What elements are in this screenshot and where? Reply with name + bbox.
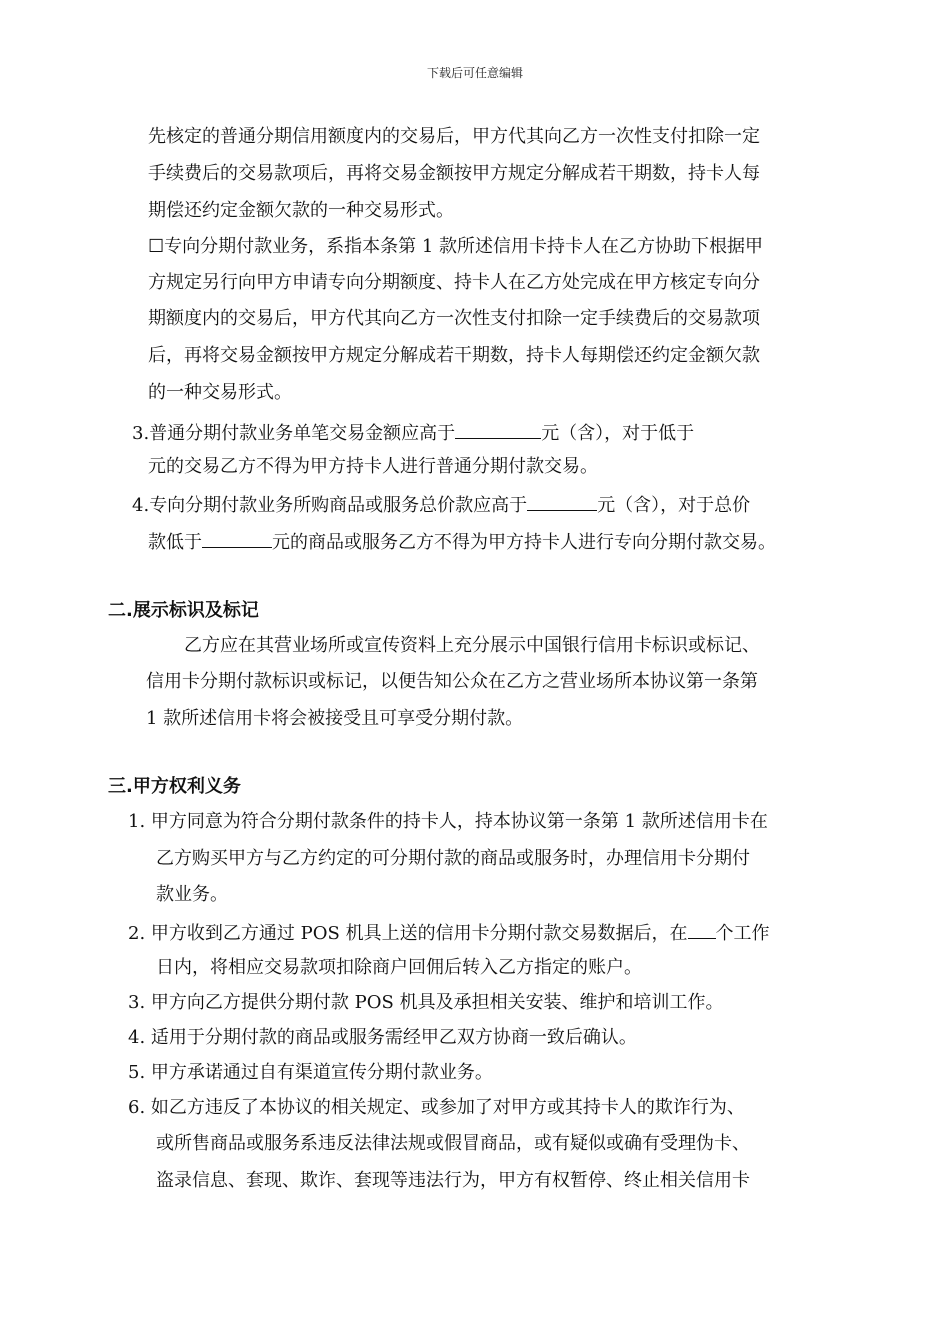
- s3-item6-line-3: 盗录信息、套现、欺诈、套现等违法行为，甲方有权暂停、终止相关信用卡: [156, 1170, 750, 1191]
- s3-item5-number: 5.: [128, 1062, 146, 1083]
- s3-item1-text-1: 甲方同意为符合分期付款条件的持卡人，持本协议第一条第 1 款所述信用卡在: [150, 811, 768, 832]
- s3-item3-line: [128, 992, 724, 1014]
- special-line-3: 期额度内的交易后，甲方代其向乙方一次性支付扣除一定手续费后的交易款项: [148, 308, 760, 329]
- s3-item1-line-2: 乙方购买甲方与乙方约定的可分期付款的商品或服务时，办理信用卡分期付: [156, 848, 750, 869]
- item4-number: 4.: [132, 495, 150, 516]
- item4-text-b: 元（含），对于总价: [597, 495, 751, 516]
- item3-amount-blank: [455, 420, 541, 439]
- s3-item4-line: [128, 1027, 637, 1049]
- s3-item4-number: 4.: [128, 1027, 146, 1048]
- s3-item5-line: [128, 1062, 493, 1084]
- item3-line-2: 元的交易乙方不得为甲方持卡人进行普通分期付款交易。: [148, 456, 598, 477]
- intro-line-1: 先核定的普通分期信用额度内的交易后，甲方代其向乙方一次性支付扣除一定: [148, 126, 760, 147]
- special-line-1-text: 专向分期付款业务，系指本条第 1 款所述信用卡持卡人在乙方协助下根据甲: [164, 236, 764, 257]
- s3-item1-line-3: 款业务。: [156, 884, 228, 905]
- item4-text-l2b: 元的商品或服务乙方不得为甲方持卡人进行专向分期付款交易。: [272, 532, 776, 553]
- special-line-1: [148, 236, 763, 258]
- special-line-2: 方规定另行向甲方申请专向分期额度、持卡人在乙方处完成在甲方核定专向分: [148, 272, 760, 293]
- s3-item2-line-1: [128, 920, 770, 945]
- item4-total-blank: [202, 529, 272, 548]
- s3-item1-line-1: [128, 811, 768, 833]
- intro-line-2: 手续费后的交易款项后，再将交易金额按甲方规定分解成若干期数，持卡人每: [148, 163, 760, 184]
- item3-line-1: [132, 420, 694, 445]
- s3-item2-text-1b: 个工作: [715, 923, 770, 944]
- item4-amount-blank: [527, 492, 597, 511]
- item4-line-2: [148, 529, 776, 554]
- s3-item3-text: 甲方向乙方提供分期付款 POS 机具及承担相关安装、维护和培训工作。: [150, 992, 724, 1013]
- s3-item2-days-blank: [688, 920, 716, 939]
- section3-heading: 三.甲方权利义务: [108, 776, 241, 797]
- section2-heading: 二.展示标识及标记: [108, 600, 259, 621]
- s3-item3-number: 3.: [128, 992, 146, 1013]
- s3-item6-number: 6.: [128, 1097, 146, 1118]
- item4-text-a: 专向分期付款业务所购商品或服务总价款应高于: [149, 495, 528, 516]
- item3-text-b: 元（含），对于低于: [541, 423, 695, 444]
- s3-item2-number: 2.: [128, 923, 146, 944]
- item3-text-a: 普通分期付款业务单笔交易金额应高于: [149, 423, 456, 444]
- intro-line-3: 期偿还约定金额欠款的一种交易形式。: [148, 200, 454, 221]
- item3-number: 3.: [132, 423, 150, 444]
- special-line-4: 后，再将交易金额按甲方规定分解成若干期数，持卡人每期偿还约定金额欠款: [148, 345, 760, 366]
- special-line-5: 的一种交易形式。: [148, 382, 292, 403]
- checkbox-icon: ☐: [148, 236, 165, 257]
- s3-item1-number: 1.: [128, 811, 146, 832]
- item4-line-1: [132, 492, 750, 517]
- s3-item6-text-1: 如乙方违反了本协议的相关规定、或参加了对甲方或其持卡人的欺诈行为、: [150, 1097, 745, 1118]
- s3-item5-text: 甲方承诺通过自有渠道宣传分期付款业务。: [150, 1062, 493, 1083]
- s3-item2-text-1a: 甲方收到乙方通过 POS 机具上送的信用卡分期付款交易数据后，在: [150, 923, 688, 944]
- section2-line-3: 1 款所述信用卡将会被接受且可享受分期付款。: [146, 708, 524, 729]
- s3-item6-line-2: 或所售商品或服务系违反法律法规或假冒商品，或有疑似或确有受理伪卡、: [156, 1133, 750, 1154]
- section2-line-1: 乙方应在其营业场所或宣传资料上充分展示中国银行信用卡标识或标记、: [184, 635, 760, 656]
- s3-item6-line-1: [128, 1097, 745, 1119]
- s3-item2-line-2: 日内，将相应交易款项扣除商户回佣后转入乙方指定的账户。: [156, 957, 642, 978]
- section2-line-2: 信用卡分期付款标识或标记，以便告知公众在乙方之营业场所本协议第一条第: [146, 671, 758, 692]
- s3-item4-text: 适用于分期付款的商品或服务需经甲乙双方协商一致后确认。: [150, 1027, 637, 1048]
- item4-text-l2a: 款低于: [148, 532, 202, 553]
- page-header: 下载后可任意编辑: [426, 66, 523, 80]
